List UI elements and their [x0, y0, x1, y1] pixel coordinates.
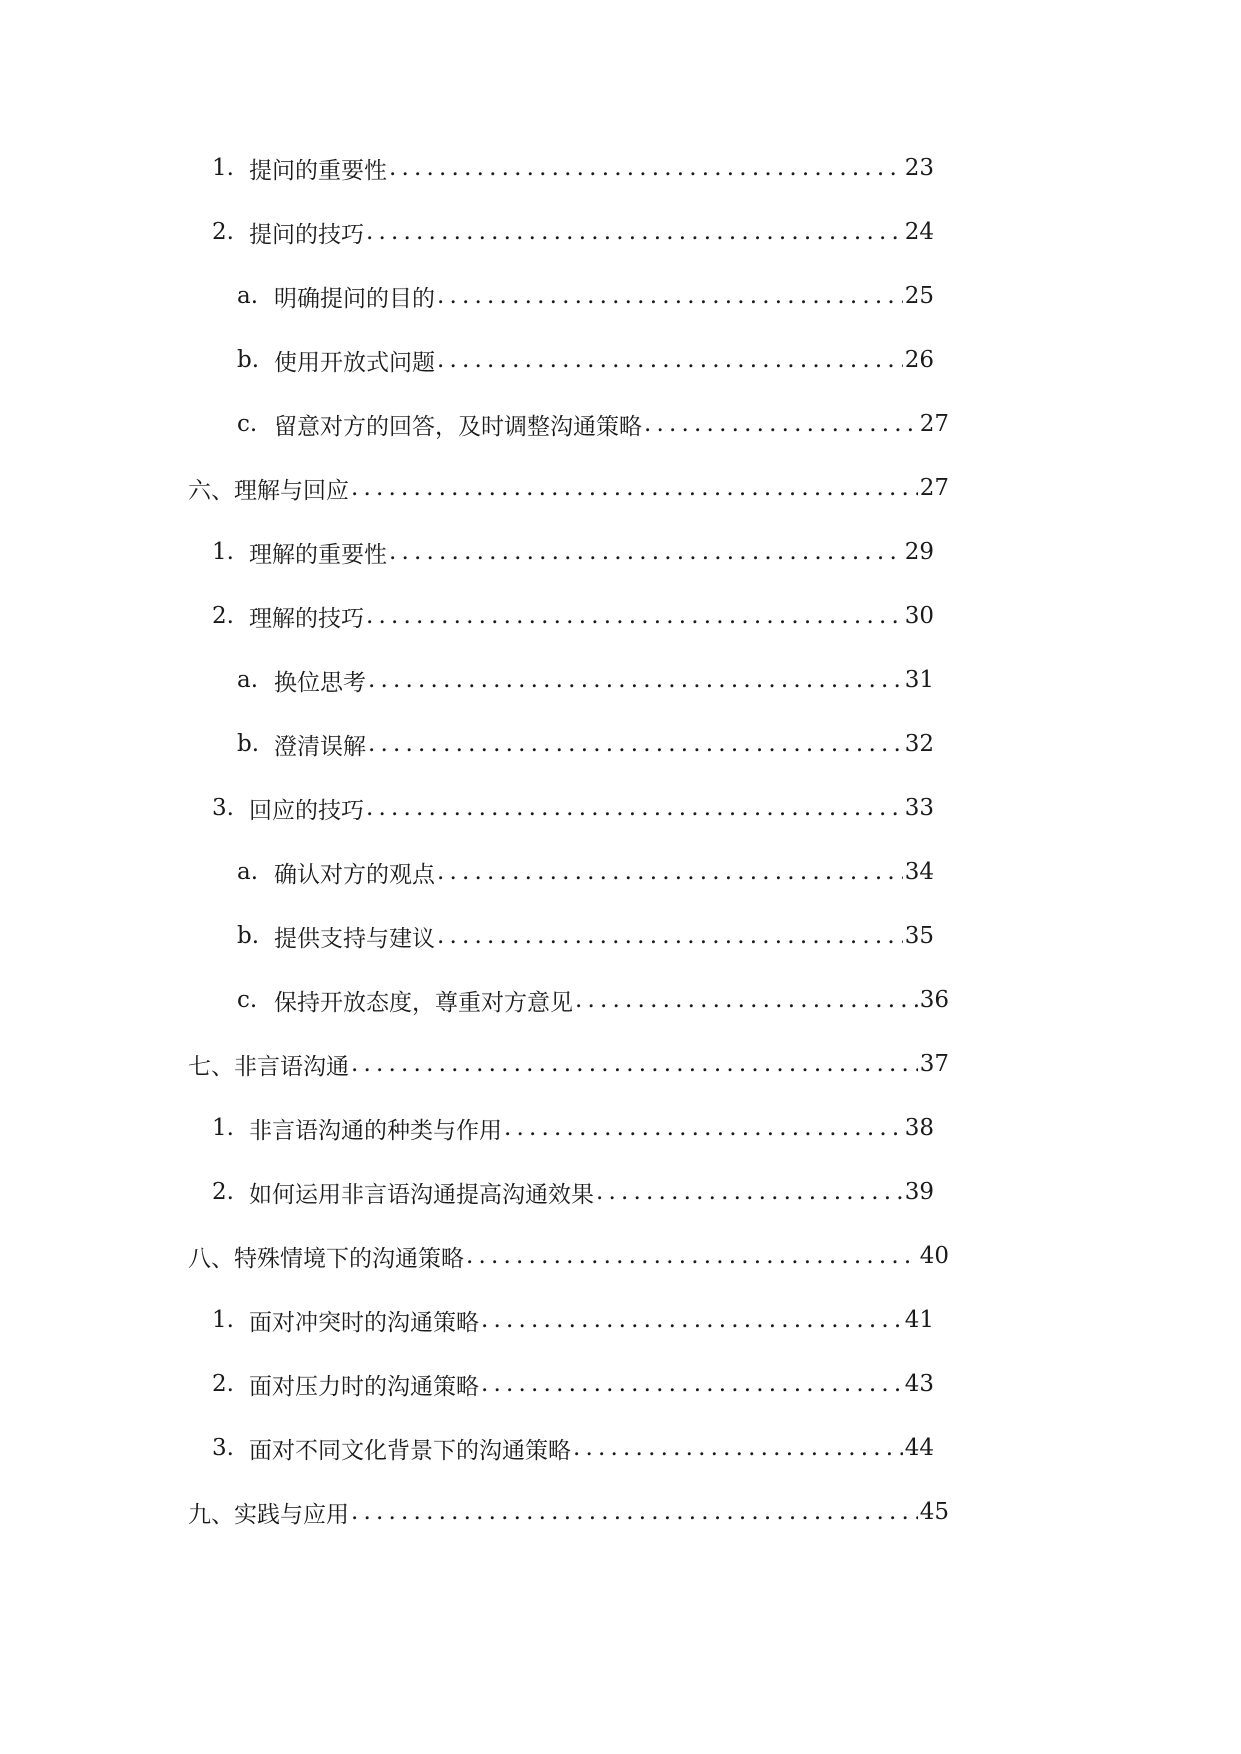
entry-number: 2. — [212, 1371, 234, 1397]
entry-page-number: 31 — [904, 667, 934, 693]
entry-page-number: 35 — [904, 923, 934, 949]
entry-title: 保持开放态度，尊重对方意见 — [274, 989, 573, 1016]
dot-leader — [389, 539, 903, 565]
entry-number: b. — [237, 731, 260, 757]
entry-page-number: 44 — [904, 1435, 934, 1461]
entry-page-number: 41 — [904, 1307, 934, 1333]
entry-number: b. — [237, 347, 260, 373]
entry-number: 1. — [212, 539, 234, 565]
entry-number: b. — [237, 923, 260, 949]
toc-entry[interactable] — [237, 404, 949, 444]
dot-leader — [366, 795, 903, 821]
entry-title: 留意对方的回答，及时调整沟通策略 — [274, 413, 642, 440]
dot-leader — [466, 1243, 918, 1269]
dot-leader — [504, 1115, 903, 1141]
dot-leader — [366, 603, 903, 629]
toc-entry[interactable] — [237, 340, 934, 380]
dot-leader — [351, 1499, 918, 1525]
toc-entry[interactable] — [212, 1428, 934, 1468]
entry-page-number: 27 — [919, 475, 949, 501]
dot-leader — [366, 219, 903, 245]
entry-number: c. — [237, 987, 258, 1013]
toc-entry[interactable] — [237, 660, 934, 700]
entry-page-number: 36 — [919, 987, 949, 1013]
entry-number: 1. — [212, 1115, 234, 1141]
entry-number: c. — [237, 411, 258, 437]
entry-title: 面对冲突时的沟通策略 — [249, 1309, 479, 1336]
entry-page-number: 25 — [904, 283, 934, 309]
toc-entry[interactable] — [188, 1044, 949, 1084]
entry-title: 回应的技巧 — [249, 797, 364, 824]
entry-page-number: 45 — [919, 1499, 949, 1525]
dot-leader — [437, 283, 903, 309]
entry-title: 八、特殊情境下的沟通策略 — [188, 1245, 464, 1272]
entry-title: 理解的技巧 — [249, 605, 364, 632]
toc-entry[interactable] — [237, 276, 934, 316]
entry-page-number: 43 — [904, 1371, 934, 1397]
entry-title: 提供支持与建议 — [274, 925, 435, 952]
entry-number: 2. — [212, 219, 234, 245]
dot-leader — [351, 1051, 918, 1077]
entry-page-number: 30 — [904, 603, 934, 629]
toc-entry[interactable] — [188, 1236, 949, 1276]
toc-entry[interactable] — [212, 1300, 934, 1340]
entry-number: 3. — [212, 1435, 234, 1461]
entry-title: 如何运用非言语沟通提高沟通效果 — [249, 1181, 594, 1208]
toc-entry[interactable] — [237, 852, 934, 892]
dot-leader — [437, 859, 903, 885]
entry-page-number: 29 — [904, 539, 934, 565]
entry-page-number: 39 — [904, 1179, 934, 1205]
dot-leader — [575, 987, 918, 1013]
entry-number: a. — [237, 859, 259, 885]
entry-page-number: 32 — [904, 731, 934, 757]
entry-number: 2. — [212, 603, 234, 629]
entry-title: 明确提问的目的 — [274, 285, 435, 312]
entry-title: 理解的重要性 — [249, 541, 387, 568]
toc-entry[interactable] — [212, 212, 934, 252]
dot-leader — [596, 1179, 903, 1205]
toc-entry[interactable] — [237, 724, 934, 764]
entry-page-number: 24 — [904, 219, 934, 245]
entry-number: 2. — [212, 1179, 234, 1205]
entry-title: 七、非言语沟通 — [188, 1053, 349, 1080]
dot-leader — [437, 347, 903, 373]
entry-title: 面对不同文化背景下的沟通策略 — [249, 1437, 571, 1464]
dot-leader — [644, 411, 918, 437]
toc-entry[interactable] — [188, 468, 949, 508]
entry-number: 3. — [212, 795, 234, 821]
dot-leader — [481, 1371, 903, 1397]
toc-entry[interactable] — [212, 1108, 934, 1148]
toc-entry[interactable] — [212, 788, 934, 828]
entry-title: 澄清误解 — [274, 733, 366, 760]
entry-title: 非言语沟通的种类与作用 — [249, 1117, 502, 1144]
entry-title: 提问的重要性 — [249, 157, 387, 184]
entry-page-number: 33 — [904, 795, 934, 821]
dot-leader — [368, 731, 903, 757]
entry-page-number: 38 — [904, 1115, 934, 1141]
entry-title: 确认对方的观点 — [274, 861, 435, 888]
entry-number: a. — [237, 667, 259, 693]
dot-leader — [573, 1435, 903, 1461]
toc-entry[interactable] — [212, 596, 934, 636]
dot-leader — [481, 1307, 903, 1333]
entry-number: 1. — [212, 155, 234, 181]
entry-title: 面对压力时的沟通策略 — [249, 1373, 479, 1400]
dot-leader — [389, 155, 903, 181]
toc-entry[interactable] — [212, 1364, 934, 1404]
toc-entry[interactable] — [237, 980, 949, 1020]
entry-title: 提问的技巧 — [249, 221, 364, 248]
dot-leader — [437, 923, 903, 949]
entry-page-number: 26 — [904, 347, 934, 373]
entry-title: 六、理解与回应 — [188, 477, 349, 504]
toc-entry[interactable] — [212, 532, 934, 572]
entry-page-number: 27 — [919, 411, 949, 437]
entry-page-number: 37 — [919, 1051, 949, 1077]
entry-page-number: 40 — [919, 1243, 949, 1269]
entry-number: a. — [237, 283, 259, 309]
entry-page-number: 34 — [904, 859, 934, 885]
dot-leader — [351, 475, 918, 501]
entry-title: 九、实践与应用 — [188, 1501, 349, 1528]
entry-number: 1. — [212, 1307, 234, 1333]
toc-entry[interactable] — [188, 1492, 949, 1532]
entry-title: 使用开放式问题 — [274, 349, 435, 376]
toc-entry[interactable] — [237, 916, 934, 956]
toc-entry[interactable] — [212, 148, 934, 188]
entry-page-number: 23 — [904, 155, 934, 181]
entry-title: 换位思考 — [274, 669, 366, 696]
toc-entry[interactable] — [212, 1172, 934, 1212]
dot-leader — [368, 667, 903, 693]
